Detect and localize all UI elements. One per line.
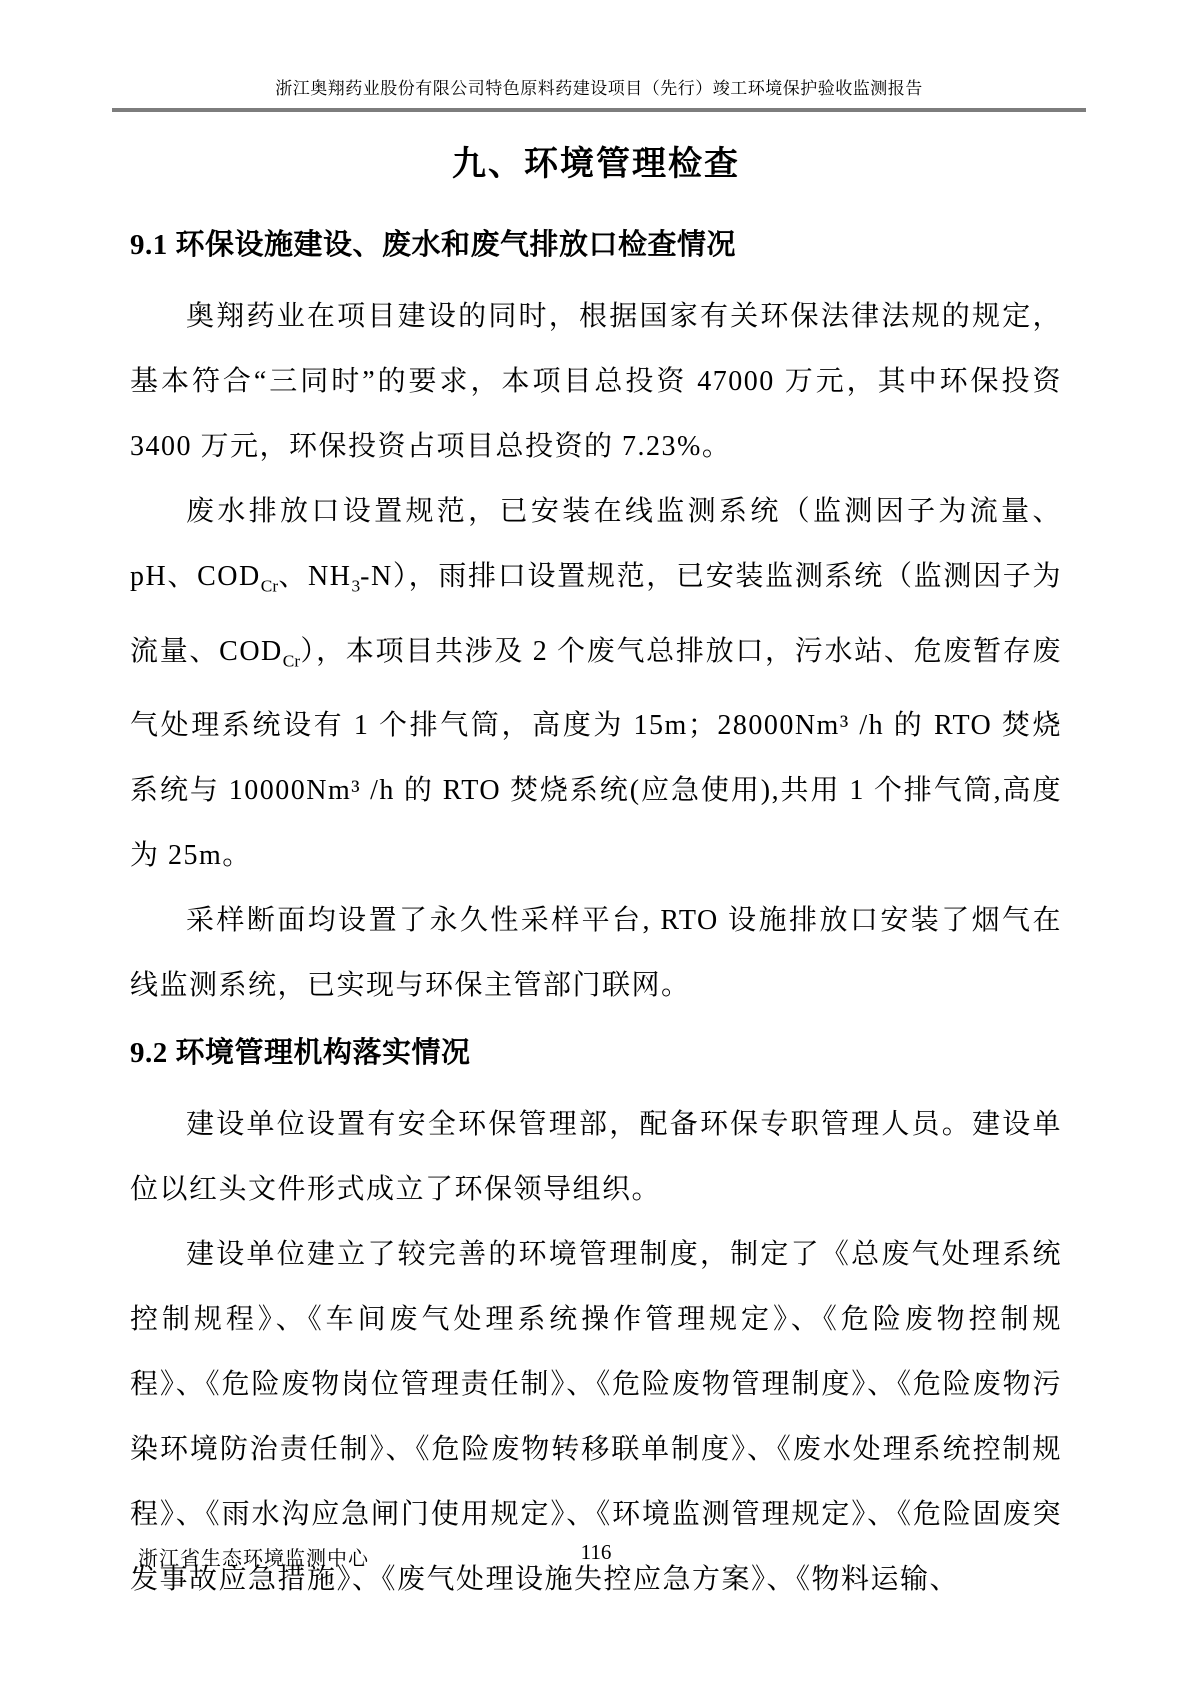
section-heading-9-2: 9.2 环境管理机构落实情况 — [130, 1037, 471, 1070]
paragraph-management-dept: 建设单位设置有安全环保管理部，配备环保专职管理人员。建设单位以红头文件形式成立了环保领导组织。 — [130, 1109, 1062, 1206]
section-heading-9-1: 9.1 环保设施建设、废水和废气排放口检查情况 — [130, 229, 737, 261]
page-number: 116 — [580, 1540, 612, 1564]
document-content — [130, 138, 1062, 1612]
chapter-title: 九、环境管理检查 — [452, 146, 740, 183]
page-footer — [130, 1540, 1062, 1570]
paragraph-management-systems: 建设单位建立了较完善的环境管理制度，制定了《总废气处理系统控制规程》、《车间废气处理系统操作管理规定》、《危险废物控制规程》、《危险废物岗位管理责任制》、《危险废物管理制度》、《危险废物污染环境防治责任制》、《危险废物转移联单制度》、《废水处理系统控制规程》、《雨水沟应急闸门使用规定》、《环境监测管理规定》、《危险固废突发事故应急措施》、《废气处理设施失控应急方案》、《物料运输、 — [130, 1239, 1062, 1596]
paragraph-investment: 奥翔药业在项目建设的同时，根据国家有关环保法律法规的规定，基本符合“三同时”的要求，本项目总投资 47000 万元，其中环保投资 3400 万元，环保投资占项目总投资的 7.23%。 — [130, 301, 1062, 462]
paragraph-outlets: 废水排放口设置规范，已安装在线监测系统（监测因子为流量、pH、$COD_{Cr}$、$NH_3-N$），雨排口设置规范，已安装监测系统（监测因子为流量、$COD_{Cr}$），本项目共涉及 2 个废气总排放口，污水站、危废暂存废气处理系统设有 1 个排气筒，高度为 15m；28000Nm³ /h 的 RTO 焚烧系统与 10000Nm³ /h 的 RTO 焚烧系统(应急使用),共用 1 个排气筒,高度为 25m。 — [130, 496, 1062, 872]
page-header-title: 浙江奥翔药业股份有限公司特色原料药建设项目（先行）竣工环境保护验收监测报告 — [275, 79, 923, 98]
footer-organization: 浙江省生态环境监测中心 — [138, 1548, 369, 1570]
page-header — [112, 78, 1086, 112]
paragraph-sampling-platform: 采样断面均设置了永久性采样平台, RTO 设施排放口安装了烟气在线监测系统，已实现与环保主管部门联网。 — [130, 905, 1062, 1002]
